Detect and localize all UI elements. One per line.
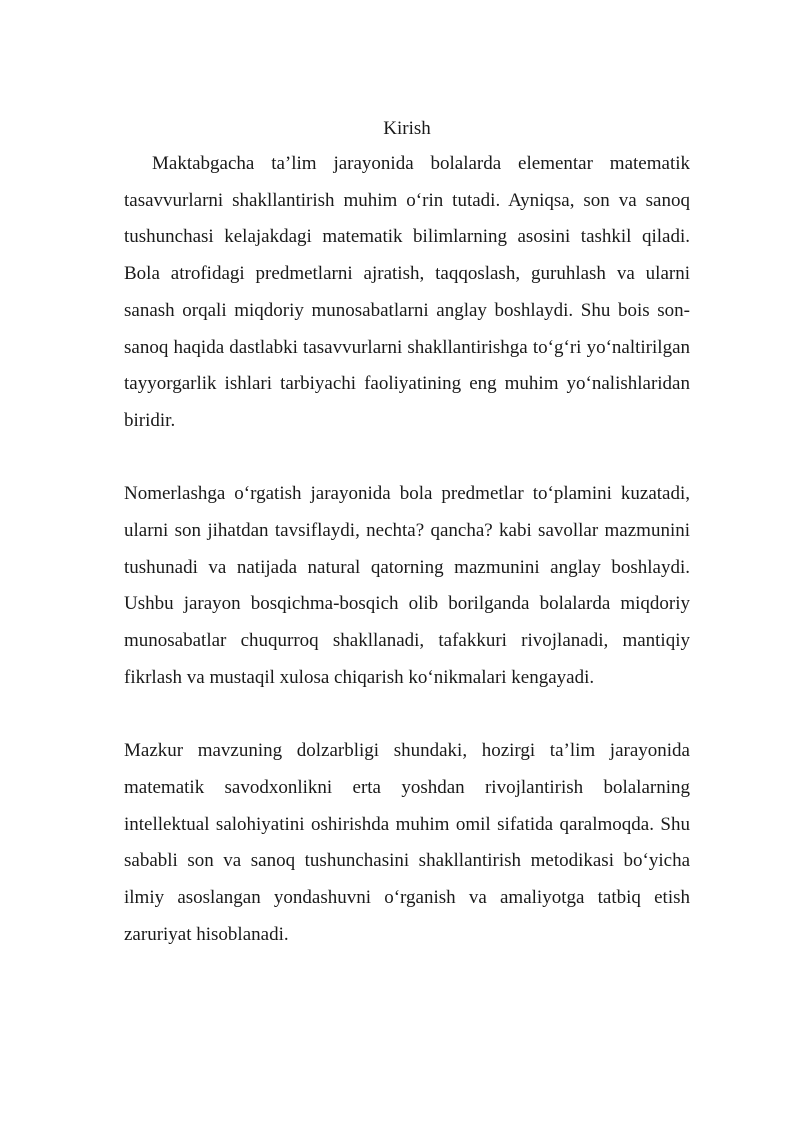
paragraph-spacer xyxy=(124,440,690,477)
paragraph-intro: Maktabgacha ta’lim jarayonida bolalarda elementar matematik tasavvurlarni shakllantirish muhim o‘rin tutadi. Ayniqsa, son va sanoq tushunchasi kelajakdagi matematik bilimlarning asosini tashkil qiladi. Bola atrofidagi predmetlarni ajratish, taqqoslash, guruhlash va ularni sanash orqali miqdoriy munosabatlarni anglay boshlaydi. Shu bois son-sanoq haqida dastlabki tasavvurlarni shakllantirishga to‘g‘ri yo‘naltirilgan tayyorgarlik ishlari tarbiyachi faoliyatining eng muhim yo‘nalishlaridan biridir. xyxy=(124,153,690,431)
document-page xyxy=(124,112,690,953)
section-title: Kirish xyxy=(383,118,431,139)
paragraph-numbering: Nomerlashga o‘rgatish jarayonida bola predmetlar to‘plamini kuzatadi, ularni son jihatdan tavsiflaydi, nechta? qancha? kabi savollar mazmunini tushunadi va natijada natural qatorning mazmunini anglay boshlaydi. Ushbu jarayon bosqichma-bosqich olib borilganda bolalarda miqdoriy munosabatlar chuqurroq shakllanadi, tafakkuri rivojlanadi, mantiqiy fikrlash va mustaqil xulosa chiqarish ko‘nikmalari kengayadi. xyxy=(124,483,690,688)
paragraph-spacer xyxy=(124,697,690,734)
paragraph-relevance: Mazkur mavzuning dolzarbligi shundaki, hozirgi ta’lim jarayonida matematik savodxonlikni erta yoshdan rivojlantirish bolalarning intellektual salohiyatini oshirishda muhim omil sifatida qaralmoqda. Shu sababli son va sanoq tushunchasini shakllantirish metodikasi bo‘yicha ilmiy asoslangan yondashuvni o‘rganish va amaliyotga tatbiq etish zaruriyat hisoblanadi. xyxy=(124,740,690,945)
